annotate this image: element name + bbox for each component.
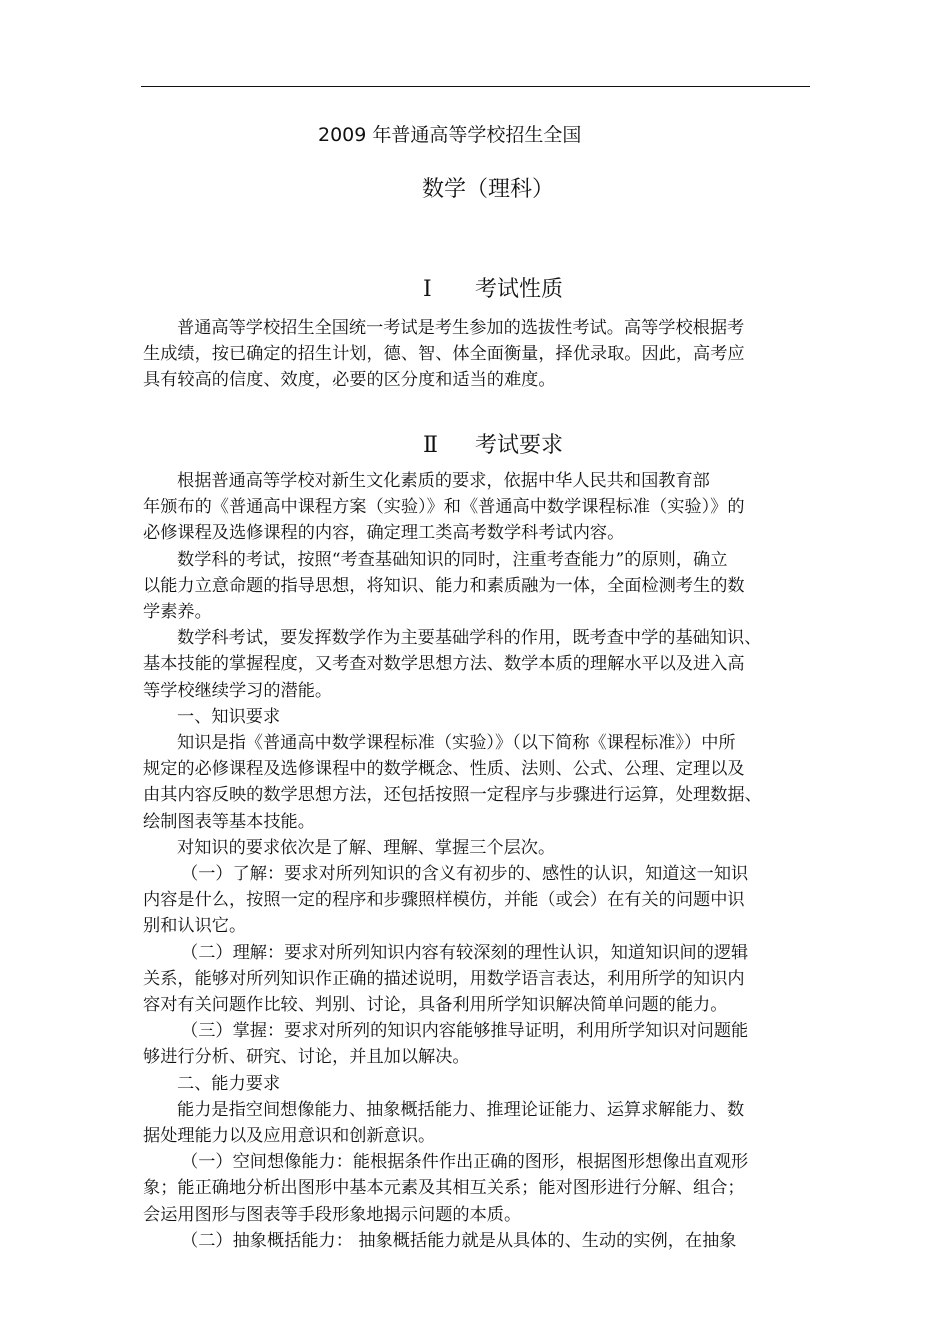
text-line: （一）空间想像能力：能根据条件作出正确的图形，根据图形想像出直观形 <box>181 1152 749 1173</box>
text-line: 够进行分析、研究、讨论，并且加以解决。 <box>143 1047 470 1068</box>
text-line: 知识是指《普通高中数学课程标准（实验）》（以下简称《课程标准》）中所 <box>177 733 736 754</box>
paragraph-nature <box>143 315 809 394</box>
section-number: Ⅱ <box>422 433 438 458</box>
text-line: 会运用图形与图表等手段形象地揭示问题的本质。 <box>143 1204 522 1225</box>
section-heading-1 <box>0 272 950 303</box>
subsection-heading-knowledge: 一、知识要求 <box>177 706 281 727</box>
text-line: 据处理能力以及应用意识和创新意识。 <box>143 1126 436 1147</box>
text-line: 生成绩，按已确定的招生计划，德、智、体全面衡量，择优录取。因此，高考应 <box>143 344 745 365</box>
text-line: 内容是什么，按照一定的程序和步骤照样模仿，并能（或会）在有关的问题中识 <box>143 890 745 911</box>
text-line: 象；能正确地分析出图形中基本元素及其相互关系；能对图形进行分解、组合； <box>143 1178 745 1199</box>
section-title: 考试要求 <box>474 433 563 458</box>
text-line: 容对有关问题作比较、判别、讨论，具备利用所学知识解决简单问题的能力。 <box>143 995 728 1016</box>
section-title: 考试性质 <box>474 277 563 302</box>
text-line: 等学校继续学习的潜能。 <box>143 680 333 701</box>
text-line: 学素养。 <box>143 602 212 623</box>
text-line: 根据普通高等学校对新生文化素质的要求，依据中华人民共和国教育部 <box>177 471 710 491</box>
text-line: （一）了解：要求对所列知识的含义有初步的、感性的认识，知道这一知识 <box>181 864 749 885</box>
text-line: 对知识的要求依次是了解、理解、掌握三个层次。 <box>177 837 556 858</box>
text-line: （二）理解：要求对所列知识内容有较深刻的理性认识，知道知识间的逻辑 <box>181 942 749 963</box>
section-heading-2 <box>0 428 950 459</box>
text-line: （三）掌握：要求对所列的知识内容能够推导证明，利用所学知识对问题能 <box>181 1021 749 1042</box>
text-line: 规定的必修课程及选修课程中的数学概念、性质、法则、公式、公理、定理以及 <box>143 759 745 780</box>
text-line: 年颁布的《普通高中课程方案（实验）》和《普通高中数学课程标准（实验）》的 <box>143 497 745 518</box>
subsection-heading-ability: 二、能力要求 <box>177 1073 281 1094</box>
text-line: 数学科考试，要发挥数学作为主要基础学科的作用，既考查中学的基础知识、 <box>177 628 762 649</box>
subject-title: 数学（理科） <box>421 177 554 202</box>
text-line: 基本技能的掌握程度，又考查对数学思想方法、数学本质的理解水平以及进入高 <box>143 654 745 675</box>
text-line: 普通高等学校招生全国统一考试是考生参加的选拔性考试。高等学校根据考 <box>177 318 745 338</box>
text-line: 由其内容反映的数学思想方法，还包括按照一定程序与步骤进行运算，处理数据、 <box>143 785 762 806</box>
text-line: 具有较高的信度、效度，必要的区分度和适当的难度。 <box>143 370 556 391</box>
text-line: 以能力立意命题的指导思想，将知识、能力和素质融为一体，全面检测考生的数 <box>143 575 745 596</box>
text-line: 能力是指空间想像能力、抽象概括能力、推理论证能力、运算求解能力、数 <box>177 1099 745 1120</box>
text-line: 绘制图表等基本技能。 <box>143 811 315 832</box>
paragraph-requirements <box>143 468 809 1254</box>
document-title: 2009 年普通高等学校招生全国 <box>318 124 582 146</box>
text-line: （二）抽象概括能力： 抽象概括能力就是从具体的、生动的实例，在抽象 <box>181 1230 737 1251</box>
header-rule <box>141 86 810 87</box>
text-line: 别和认识它。 <box>143 916 247 937</box>
text-line: 数学科的考试，按照“考查基础知识的同时，注重考查能力”的原则，确立 <box>177 549 728 570</box>
section-number: Ⅰ <box>422 277 432 302</box>
text-line: 关系，能够对所列知识作正确的描述说明，用数学语言表达，利用所学的知识内 <box>143 968 745 989</box>
text-line: 必修课程及选修课程的内容，确定理工类高考数学科考试内容。 <box>143 523 625 544</box>
